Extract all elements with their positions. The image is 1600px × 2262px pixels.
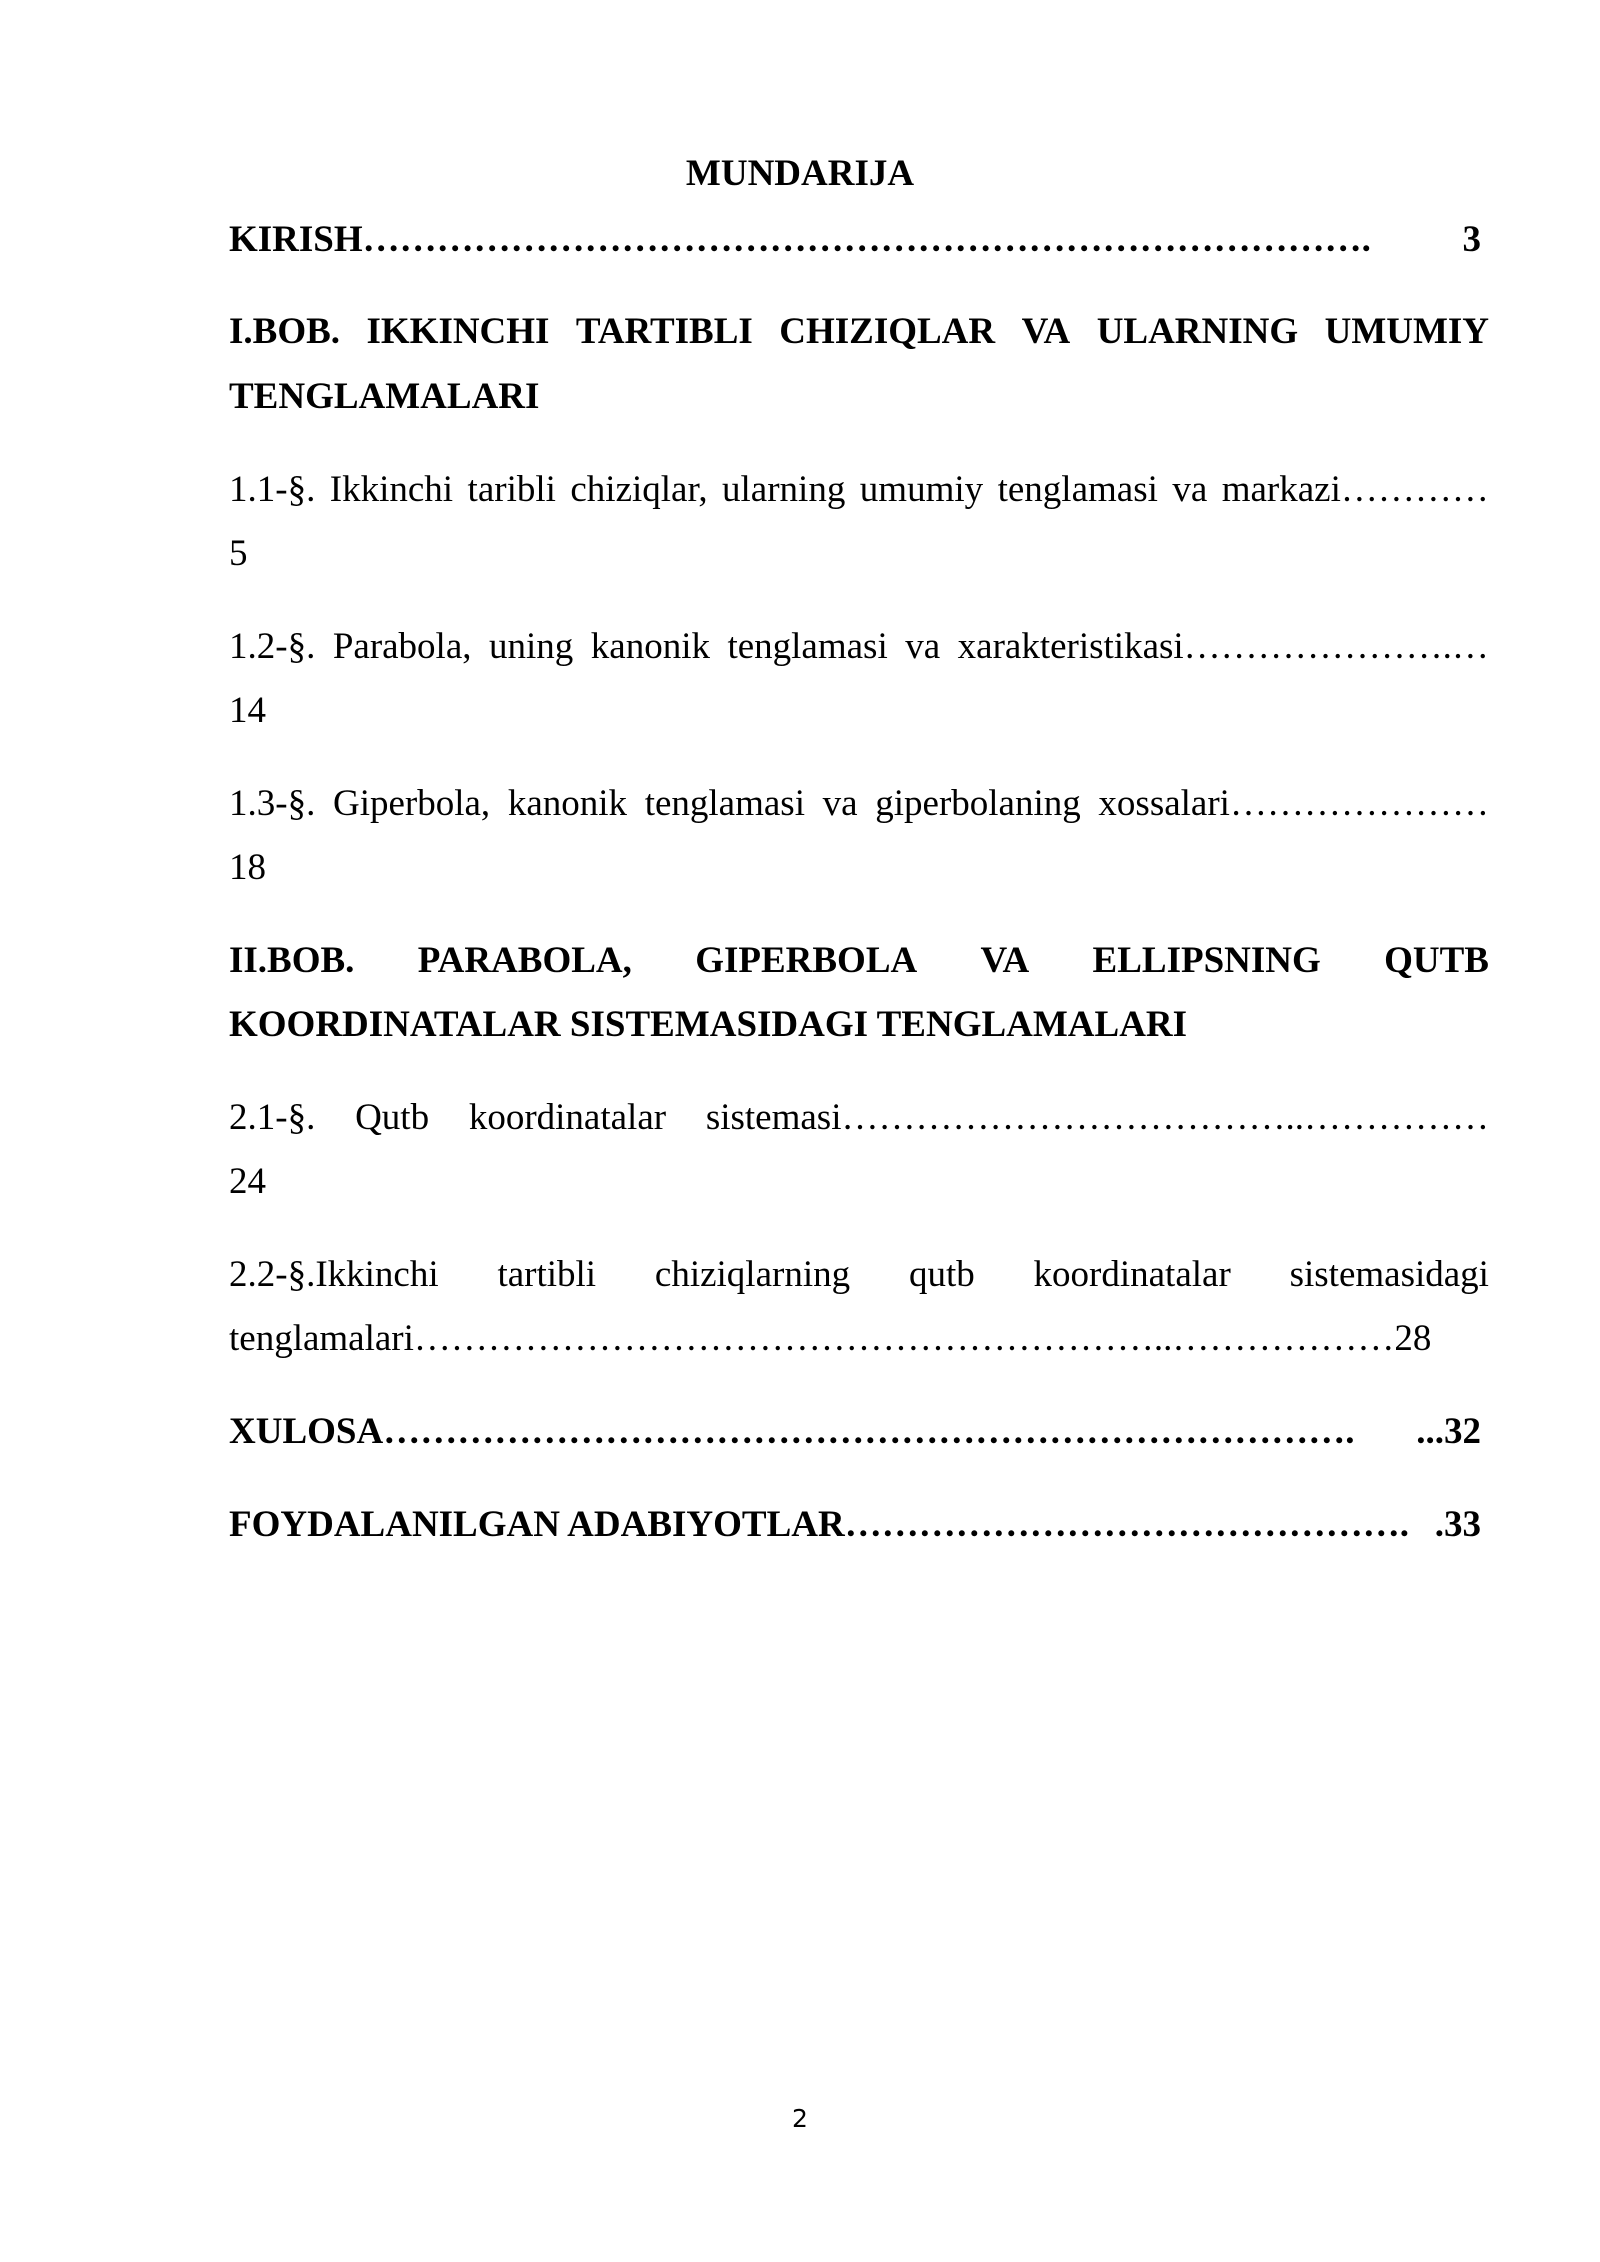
toc-page-number: 24 [229, 1161, 266, 1202]
toc-word: xossalari………………… [1098, 783, 1489, 824]
toc-leader-dots: ………………………………………………………………………. [362, 219, 1371, 260]
toc-page-number: 5 [229, 533, 248, 574]
toc-word: kanonik [590, 626, 710, 667]
toc-word: koordinatalar [1033, 1254, 1231, 1295]
toc-page-number: ...32 [1416, 1411, 1481, 1452]
toc-word: tartibli [497, 1254, 597, 1295]
toc-section-1-1[interactable] [229, 468, 1489, 512]
toc-leader-dots: ………………………………………. [844, 1504, 1409, 1545]
toc-page-number: 18 [229, 847, 266, 888]
toc-word: 2.1-§. [229, 1097, 316, 1138]
toc-word: chiziqlar, [570, 469, 708, 510]
toc-entry-label: KIRISH [229, 219, 363, 260]
toc-word: 1.3-§. [229, 783, 316, 824]
toc-word: PARABOLA, [417, 940, 632, 981]
page-number: 2 [792, 2104, 808, 2133]
toc-page-number: .33 [1434, 1504, 1481, 1545]
toc-word: tenglamasi [644, 783, 805, 824]
toc-word: umumiy [859, 469, 984, 510]
toc-word: va [822, 783, 858, 824]
toc-word: qutb [908, 1254, 975, 1295]
toc-entry-kirish[interactable] [229, 218, 1481, 262]
toc-page-number: 3 [1462, 219, 1481, 260]
toc-word: Qutb [355, 1097, 430, 1138]
toc-word: taribli [467, 469, 556, 510]
toc-word: chiziqlarning [654, 1254, 851, 1295]
toc-word: UMUMIY [1324, 311, 1489, 352]
toc-word: TARTIBLI [575, 311, 753, 352]
toc-word: Ikkinchi [329, 469, 454, 510]
toc-word: IKKINCHI [366, 311, 550, 352]
toc-word: I.BOB. [229, 311, 341, 352]
toc-word: ELLIPSNING [1092, 940, 1321, 981]
toc-section-2-1[interactable] [229, 1096, 1489, 1140]
toc-chapter-2-line-1[interactable] [229, 939, 1489, 983]
toc-word: uning [489, 626, 574, 667]
toc-word: 2.2-§.Ikkinchi [229, 1254, 439, 1295]
toc-page-number: 14 [229, 690, 266, 731]
toc-word: kanonik [507, 783, 628, 824]
toc-word: ularning [722, 469, 846, 510]
toc-word: xarakteristikasi………………….… [957, 626, 1489, 667]
toc-word: 1.2-§. [229, 626, 316, 667]
toc-chapter-1-line-1[interactable] [229, 310, 1489, 354]
toc-entry-label: XULOSA [229, 1411, 384, 1452]
toc-word: VA [980, 940, 1030, 981]
toc-word: va [1172, 469, 1208, 510]
toc-section-1-3[interactable] [229, 782, 1489, 826]
toc-chapter-1-line-2[interactable]: TENGLAMALARI [229, 376, 540, 417]
toc-word: Giperbola, [332, 783, 491, 824]
toc-word: 1.1-§. [229, 469, 316, 510]
toc-word: tenglamasi [727, 626, 888, 667]
toc-leader-dots: ……………………………………………………………………. [383, 1411, 1355, 1452]
toc-entry-label: FOYDALANILGAN ADABIYOTLAR [229, 1504, 845, 1545]
toc-word: II.BOB. [229, 940, 355, 981]
page-title: MUNDARIJA [685, 153, 915, 194]
toc-word: sistemasi………………………………..…………… [705, 1097, 1489, 1138]
toc-entry-xulosa[interactable] [229, 1410, 1481, 1454]
toc-word: tenglamasi [997, 469, 1158, 510]
toc-word: koordinatalar [468, 1097, 667, 1138]
toc-word: GIPERBOLA [695, 940, 918, 981]
toc-chapter-2-line-2[interactable]: KOORDINATALAR SISTEMASIDAGI TENGLAMALARI [229, 1004, 1188, 1045]
toc-section-2-2-line-2[interactable]: tenglamalari……………………………………………………..………………28 [229, 1318, 1432, 1359]
toc-word: CHIZIQLAR [779, 311, 996, 352]
toc-word: sistemasidagi [1289, 1254, 1489, 1295]
toc-entry-adabiyotlar[interactable] [229, 1503, 1481, 1547]
toc-word: ULARNING [1096, 311, 1299, 352]
toc-word: Parabola, [332, 626, 472, 667]
toc-word: va [905, 626, 941, 667]
toc-word: giperbolaning [875, 783, 1081, 824]
toc-section-1-2[interactable] [229, 625, 1489, 669]
toc-word: VA [1021, 311, 1071, 352]
toc-section-2-2-line-1[interactable] [229, 1253, 1489, 1297]
toc-word: QUTB [1384, 940, 1489, 981]
toc-word: markazi………… [1221, 469, 1489, 510]
